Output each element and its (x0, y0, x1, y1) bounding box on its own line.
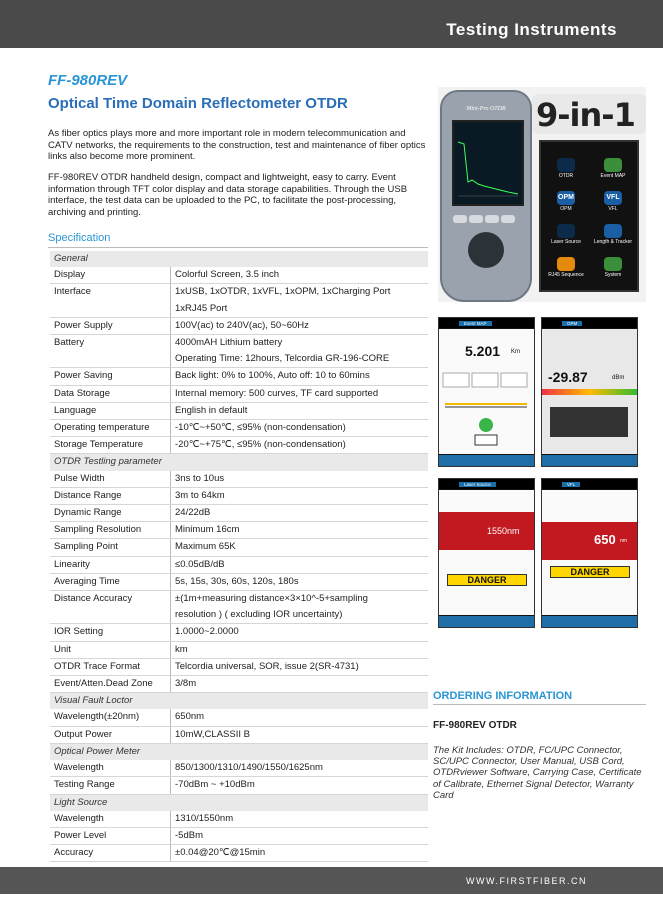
device-keys (452, 210, 520, 224)
spec-value: 10mW,CLASSII B (171, 726, 429, 743)
spec-section-header (50, 251, 428, 267)
spec-row (50, 505, 428, 522)
spec-row (50, 402, 428, 419)
spec-key: OTDR Trace Format (50, 658, 171, 675)
event-map-graphic (439, 369, 534, 449)
menu-item-icon (557, 158, 575, 172)
spec-key: Output Power (50, 726, 171, 743)
menu-status-bar (541, 142, 637, 152)
ordering-model: FF-980REV OTDR (433, 720, 517, 731)
intro-paragraph-2: FF-980REV OTDR handheld design, compact and lightweight, easy to carry. Event information through TFT color display and data storage capabilities. Through the USB interface, the test data can be uploaded to the PC, to facilitate the post-processing, archiving and printing. (48, 172, 408, 218)
spec-value: 1xUSB, 1xOTDR, 1xVFL, 1xOPM, 1xCharging Port (175, 286, 391, 298)
spec-row (50, 607, 428, 624)
screen-footer (542, 455, 637, 466)
spec-value: 650nm (171, 709, 429, 726)
danger-label: DANGER (447, 574, 527, 586)
spec-value: Internal memory: 500 curves, TF card supported (171, 385, 429, 402)
device-brand-text: Mini-Pro OTDR (466, 106, 506, 112)
spec-value: 100V(ac) to 240V(ac), 50~60Hz (171, 317, 429, 334)
spec-value: 1310/1550nm (171, 811, 429, 828)
spec-key (50, 301, 171, 318)
spec-key: Sampling Resolution (50, 522, 171, 539)
laser-source-screenshot (438, 478, 535, 628)
spec-key: Sampling Point (50, 539, 171, 556)
device-trace-graphic (454, 122, 522, 204)
spec-value: -70dBm ~ +10dBm (171, 777, 429, 794)
spec-key: Accuracy (50, 845, 171, 862)
screen-top-bar (439, 479, 534, 489)
spec-key: Display (50, 267, 171, 284)
spec-value: Colorful Screen, 3.5 inch (171, 267, 429, 284)
spec-key: IOR Setting (50, 624, 171, 641)
menu-item-label: VFL (608, 206, 618, 212)
vfl-wavelength: 650 (594, 532, 616, 547)
menu-item (591, 189, 635, 219)
spec-key: Power Saving (50, 368, 171, 385)
spec-row (50, 420, 428, 437)
spec-value: 3m to 64km (171, 487, 429, 504)
menu-item-label: OPM (560, 206, 572, 212)
kit-contents: The Kit Includes: OTDR, FC/UPC Connector, SC/UPC Connector, User Manual, USB Cord, OTDRviewer Software, Carrying Case, Certificate of Calibrate, Ethernet Signal Detector, Warranty Card (433, 745, 642, 801)
spec-row (50, 827, 428, 844)
spec-row (50, 591, 428, 608)
spec-key: Interface (50, 284, 171, 301)
screen-body (542, 490, 637, 615)
spec-value: 1xRJ45 Port (171, 301, 429, 318)
spec-row (50, 301, 428, 318)
spec-value: ±0.04@20℃@15min (171, 845, 429, 862)
opm-readout-panel (550, 407, 628, 437)
spec-section-title: Light Source (50, 794, 428, 811)
opm-level-bar (542, 389, 637, 395)
spec-key: Distance Accuracy (50, 591, 171, 608)
menu-item (544, 255, 588, 285)
spec-value: 850/1300/1310/1490/1550/1625nm (171, 760, 429, 777)
danger-label: DANGER (550, 566, 630, 578)
spec-row (50, 556, 428, 573)
website-url: WWW.FIRSTFIBER.CN (466, 876, 587, 886)
spec-row (50, 284, 428, 301)
header-divider (0, 48, 663, 50)
menu-item-label: System (604, 272, 622, 278)
vfl-screenshot (541, 478, 638, 628)
spec-value: ±(1m+measuring distance×3×10^-5+sampling (175, 593, 368, 605)
footer-band (0, 867, 663, 894)
menu-item-icon (604, 224, 622, 238)
spec-row (50, 811, 428, 828)
spec-row (50, 777, 428, 794)
spec-section-header (50, 743, 428, 760)
spec-key: Power Level (50, 827, 171, 844)
menu-item-icon (604, 158, 622, 172)
menu-item (544, 189, 588, 219)
spec-row (50, 267, 428, 284)
spec-row (50, 760, 428, 777)
event-distance-unit: Km (511, 349, 520, 355)
spec-value: Maximum 65K (171, 539, 429, 556)
spec-row (50, 845, 428, 862)
event-map-screenshot (438, 317, 535, 467)
spec-value: 3ns to 10us (171, 471, 429, 488)
spec-value: ≤0.05dB/dB (171, 556, 429, 573)
spec-key: Language (50, 402, 171, 419)
spec-row (50, 487, 428, 504)
spec-value: km (171, 641, 429, 658)
spec-table (50, 251, 428, 862)
menu-item-label: Laser Source (551, 239, 581, 245)
spec-row (50, 624, 428, 641)
spec-key: Storage Temperature (50, 437, 171, 454)
event-distance-value: 5.201 (465, 343, 501, 359)
menu-item-label: OTDR (558, 173, 574, 179)
spec-row (50, 709, 428, 726)
spec-key: Averaging Time (50, 573, 171, 590)
screen-footer (439, 616, 534, 627)
device-screen (452, 120, 524, 206)
spec-value: resolution ) ( excluding IOR uncertainty) (171, 607, 429, 624)
menu-item-label: Length & Tracker (593, 239, 633, 245)
menu-item-icon: OPM (557, 191, 575, 205)
screen-footer (542, 616, 637, 627)
spec-section-title: General (50, 251, 428, 267)
spec-row (50, 658, 428, 675)
menu-item (591, 255, 635, 285)
spec-value: Back light: 0% to 100%, Auto off: 10 to 60mins (171, 368, 429, 385)
spec-section-title: Visual Fault Loctor (50, 693, 428, 710)
device-dpad (468, 232, 504, 268)
spec-key: Unit (50, 641, 171, 658)
spec-key (50, 607, 171, 624)
spec-value: 24/22dB (171, 505, 429, 522)
spec-row (50, 335, 428, 352)
spec-value: -10℃~+50℃, ≤95% (non-condensation) (171, 420, 429, 437)
spec-value: English in default (171, 402, 429, 419)
screen-body (542, 329, 637, 454)
spec-section-header (50, 794, 428, 811)
otdr-device-image (440, 90, 532, 302)
spec-value: 4000mAH Lithium battery (175, 337, 283, 349)
screen-label: Laser Source (459, 482, 496, 487)
main-menu-screenshot (539, 140, 639, 292)
spec-row (50, 573, 428, 590)
spec-section-title: Optical Power Meter (50, 743, 428, 760)
spec-value: 1.0000~2.0000 (171, 624, 429, 641)
spec-row (50, 641, 428, 658)
spec-divider (48, 247, 428, 248)
spec-section-header (50, 693, 428, 710)
spec-value: -5dBm (171, 827, 429, 844)
spec-key: Event/Atten.Dead Zone (50, 676, 171, 693)
screen-body (439, 490, 534, 615)
screen-top-bar (542, 318, 637, 328)
laser-red-bar (439, 512, 534, 550)
spec-key: Wavelength (50, 811, 171, 828)
screen-label: Event MAP (459, 321, 492, 326)
ordering-heading: ORDERING INFORMATION (433, 690, 573, 702)
spec-value: Operating Time: 12hours, Telcordia GR-196-CORE (171, 351, 429, 368)
spec-value: Telcordia universal, SOR, issue 2(SR-4731) (171, 658, 429, 675)
spec-heading: Specification (48, 232, 111, 244)
opm-value: -29.87 (548, 369, 588, 385)
menu-item (591, 156, 635, 186)
product-title: Optical Time Domain Reflectometer OTDR (48, 95, 348, 112)
spec-value: -20℃~+75℃, ≤95% (non-condensation) (171, 437, 429, 454)
spec-key: Data Storage (50, 385, 171, 402)
spec-value: Minimum 16cm (171, 522, 429, 539)
menu-item (544, 156, 588, 186)
ordering-divider (433, 704, 646, 705)
spec-row (50, 385, 428, 402)
menu-item-icon (604, 257, 622, 271)
spec-key: Wavelength(±20nm) (50, 709, 171, 726)
spec-key: Wavelength (50, 760, 171, 777)
spec-key: Testing Range (50, 777, 171, 794)
menu-item (591, 222, 635, 252)
screen-label: VFL (562, 482, 580, 487)
spec-row (50, 317, 428, 334)
spec-row (50, 726, 428, 743)
spec-key: Power Supply (50, 317, 171, 334)
spec-row (50, 539, 428, 556)
menu-item-icon (557, 224, 575, 238)
spec-section-header (50, 454, 428, 471)
spec-row (50, 471, 428, 488)
menu-item-label: Event MAP (600, 173, 626, 179)
vfl-unit: nm (620, 538, 627, 544)
spec-key: Operating temperature (50, 420, 171, 437)
badge-text: 9-in-1 (536, 96, 635, 134)
spec-key: Dynamic Range (50, 505, 171, 522)
screen-top-bar (542, 479, 637, 489)
header-title: Testing Instruments (446, 20, 617, 39)
header-band (0, 0, 663, 48)
screen-body (439, 329, 534, 454)
opm-screenshot (541, 317, 638, 467)
intro-paragraph-1: As fiber optics plays more and more important role in modern telecommunication and CATV networks, the requirements to the construction, test and maintenance of fiber optics links also become more prominent. (48, 128, 426, 162)
spec-value: 3/8m (171, 676, 429, 693)
spec-key (50, 351, 171, 368)
menu-item-icon (557, 257, 575, 271)
nine-in-one-badge (532, 94, 646, 134)
spec-key: Distance Range (50, 487, 171, 504)
screen-top-bar (439, 318, 534, 328)
spec-key: Linearity (50, 556, 171, 573)
spec-key: Battery (50, 335, 171, 352)
product-model: FF-980REV (48, 72, 128, 89)
spec-row (50, 676, 428, 693)
menu-item-icon: VFL (604, 191, 622, 205)
screen-footer (439, 455, 534, 466)
menu-item (544, 222, 588, 252)
vfl-red-bar (542, 522, 637, 560)
spec-section-title: OTDR Testling parameter (50, 454, 428, 471)
spec-row (50, 351, 428, 368)
opm-unit: dBm (612, 375, 625, 381)
screen-label: OPM (562, 321, 582, 326)
menu-item-label: RJ45 Sequence (548, 272, 584, 278)
spec-value: 5s, 15s, 30s, 60s, 120s, 180s (171, 573, 429, 590)
spec-key: Pulse Width (50, 471, 171, 488)
spec-row (50, 437, 428, 454)
spec-row (50, 368, 428, 385)
laser-wavelength: 1550nm (487, 526, 520, 536)
spec-row (50, 522, 428, 539)
